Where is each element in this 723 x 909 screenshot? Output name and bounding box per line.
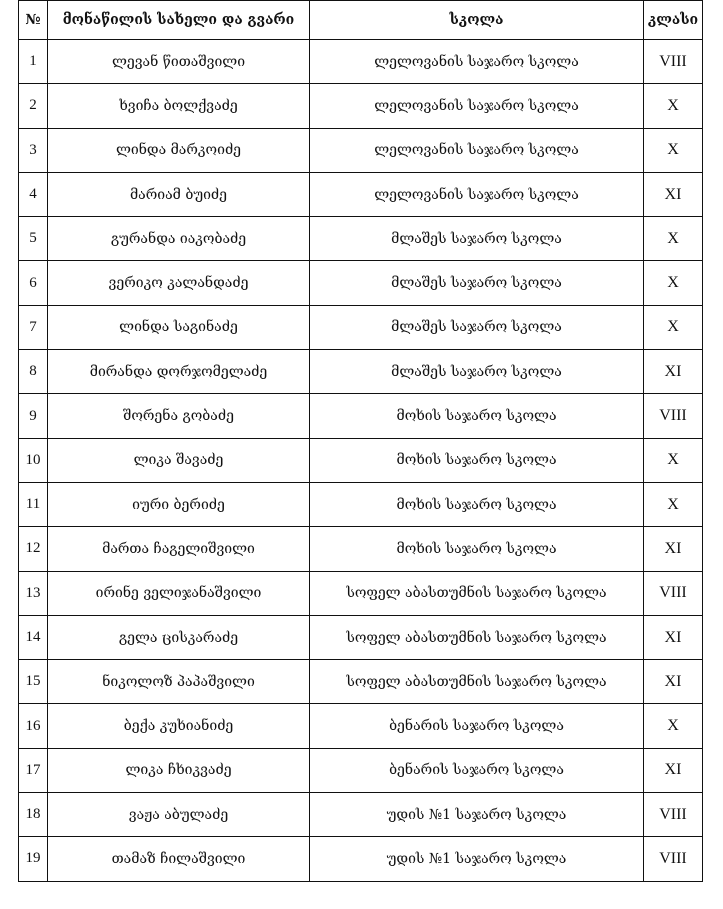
table-row <box>19 217 703 261</box>
row-number: 5 <box>19 217 48 261</box>
class-grade: X <box>644 704 703 748</box>
row-number: 12 <box>19 527 48 571</box>
school-name: უდის №1 საჯარო სკოლა <box>310 837 644 881</box>
header-class: კლასი <box>644 1 703 40</box>
header-number: № <box>19 1 48 40</box>
school-name: სოფელ აბასთუმნის საჯარო სკოლა <box>310 660 644 704</box>
row-number: 7 <box>19 305 48 349</box>
table-row <box>19 615 703 659</box>
table-row <box>19 261 703 305</box>
header-row <box>19 1 703 40</box>
header-student-name: მონაწილის სახელი და გვარი <box>48 1 310 40</box>
class-grade: VIII <box>644 793 703 837</box>
table-row <box>19 527 703 571</box>
school-name: უდის №1 საჯარო სკოლა <box>310 793 644 837</box>
table-row <box>19 40 703 84</box>
class-grade: X <box>644 305 703 349</box>
school-name: მოხის საჯარო სკოლა <box>310 394 644 438</box>
class-grade: VIII <box>644 571 703 615</box>
class-grade: VIII <box>644 40 703 84</box>
student-name: თამაზ ჩილაშვილი <box>48 837 310 881</box>
student-name: ლიკა შავაძე <box>48 438 310 482</box>
class-grade: X <box>644 482 703 526</box>
class-grade: X <box>644 261 703 305</box>
student-name: ვერიკო კალანდაძე <box>48 261 310 305</box>
class-grade: XI <box>644 172 703 216</box>
student-name: ირინე ველიჯანაშვილი <box>48 571 310 615</box>
student-name: ლინდა მარკოიძე <box>48 128 310 172</box>
class-grade: X <box>644 128 703 172</box>
student-name: ნიკოლოზ პაპაშვილი <box>48 660 310 704</box>
student-name: შორენა გობაძე <box>48 394 310 438</box>
row-number: 18 <box>19 793 48 837</box>
school-name: ლელოვანის საჯარო სკოლა <box>310 128 644 172</box>
row-number: 16 <box>19 704 48 748</box>
class-grade: X <box>644 217 703 261</box>
table-row <box>19 438 703 482</box>
student-name: მირანდა დორჯომელაძე <box>48 350 310 394</box>
school-name: მლაშეს საჯარო სკოლა <box>310 305 644 349</box>
class-grade: XI <box>644 527 703 571</box>
table-row <box>19 748 703 792</box>
table-row <box>19 350 703 394</box>
school-name: მლაშეს საჯარო სკოლა <box>310 217 644 261</box>
school-name: მოხის საჯარო სკოლა <box>310 438 644 482</box>
table-row <box>19 482 703 526</box>
row-number: 14 <box>19 615 48 659</box>
table-row <box>19 394 703 438</box>
class-grade: XI <box>644 660 703 704</box>
school-name: ბენარის საჯარო სკოლა <box>310 748 644 792</box>
row-number: 9 <box>19 394 48 438</box>
student-name: იური ბერიძე <box>48 482 310 526</box>
student-name: ბექა კუხიანიძე <box>48 704 310 748</box>
school-name: მლაშეს საჯარო სკოლა <box>310 350 644 394</box>
student-name: ლიკა ჩხიკვაძე <box>48 748 310 792</box>
table-row <box>19 571 703 615</box>
row-number: 1 <box>19 40 48 84</box>
school-name: სოფელ აბასთუმნის საჯარო სკოლა <box>310 571 644 615</box>
student-name: ვაჟა აბულაძე <box>48 793 310 837</box>
row-number: 10 <box>19 438 48 482</box>
class-grade: X <box>644 84 703 128</box>
student-name: მართა ჩაგელიშვილი <box>48 527 310 571</box>
class-grade: X <box>644 438 703 482</box>
class-grade: VIII <box>644 837 703 881</box>
class-grade: XI <box>644 350 703 394</box>
school-name: ლელოვანის საჯარო სკოლა <box>310 172 644 216</box>
student-name: ლინდა საგინაძე <box>48 305 310 349</box>
table-row <box>19 793 703 837</box>
row-number: 15 <box>19 660 48 704</box>
student-name: გელა ცისკარაძე <box>48 615 310 659</box>
row-number: 4 <box>19 172 48 216</box>
table-header <box>19 1 703 40</box>
class-grade: XI <box>644 615 703 659</box>
class-grade: VIII <box>644 394 703 438</box>
school-name: ლელოვანის საჯარო სკოლა <box>310 40 644 84</box>
table-row <box>19 837 703 881</box>
header-school: სკოლა <box>310 1 644 40</box>
row-number: 13 <box>19 571 48 615</box>
table-row <box>19 128 703 172</box>
school-name: მოხის საჯარო სკოლა <box>310 482 644 526</box>
row-number: 11 <box>19 482 48 526</box>
school-name: სოფელ აბასთუმნის საჯარო სკოლა <box>310 615 644 659</box>
class-grade: XI <box>644 748 703 792</box>
row-number: 19 <box>19 837 48 881</box>
student-name: ლევან წითაშვილი <box>48 40 310 84</box>
row-number: 2 <box>19 84 48 128</box>
school-name: ბენარის საჯარო სკოლა <box>310 704 644 748</box>
table-body <box>19 40 703 882</box>
school-name: მოხის საჯარო სკოლა <box>310 527 644 571</box>
table-row <box>19 172 703 216</box>
table-row <box>19 84 703 128</box>
school-name: მლაშეს საჯარო სკოლა <box>310 261 644 305</box>
row-number: 6 <box>19 261 48 305</box>
student-name: მარიამ ბუიძე <box>48 172 310 216</box>
row-number: 17 <box>19 748 48 792</box>
participants-table <box>18 0 703 882</box>
row-number: 8 <box>19 350 48 394</box>
student-name: ხვიჩა ბოლქვაძე <box>48 84 310 128</box>
table-row <box>19 305 703 349</box>
school-name: ლელოვანის საჯარო სკოლა <box>310 84 644 128</box>
student-name: გურანდა იაკობაძე <box>48 217 310 261</box>
table-row <box>19 704 703 748</box>
row-number: 3 <box>19 128 48 172</box>
table-row <box>19 660 703 704</box>
